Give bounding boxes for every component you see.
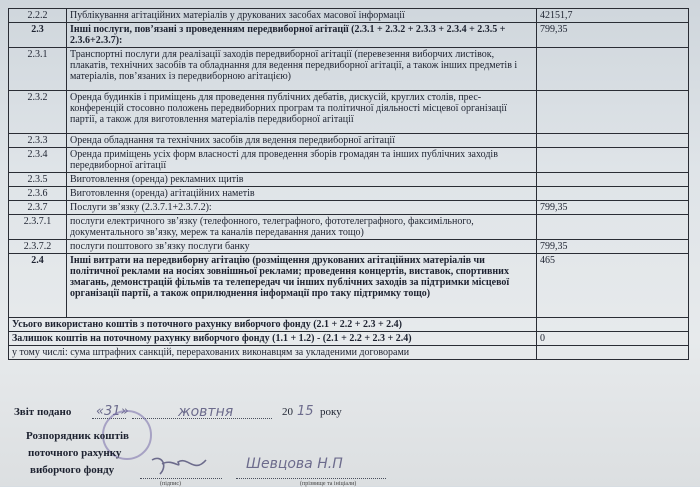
- manager-label-line3: виборчого фонду: [30, 464, 115, 476]
- row-number: 2.2.2: [9, 9, 67, 23]
- row-amount: [537, 173, 689, 187]
- fines-row-amount: [537, 346, 689, 360]
- balance-row-label: Залишок коштів на поточному рахунку виборчого фонду (1.1 + 1.2) - (2.1 + 2.2 + 2.3 + 2.4): [9, 332, 537, 346]
- row-description: Інші послуги, пов’язані з проведенням передвиборної агітації (2.3.1 + 2.3.2 + 2.3.3 + 2.3.4 + 2.3.5 + 2.3.6+2.3.7):: [67, 23, 537, 48]
- row-description: послуги електричного зв’язку (телефонного, телеграфного, фототелеграфного, факсимільного, документального зв’язку, мереж та каналів передавання даних тощо): [67, 215, 537, 240]
- row-amount: 799,35: [537, 23, 689, 48]
- year-suffix: 15: [297, 404, 314, 419]
- table-row: [9, 91, 689, 134]
- row-description: Виготовлення (оренда) агітаційних наметів: [67, 187, 537, 201]
- row-description: Оренда приміщень усіх форм власності для проведення зборів громадян та інших публічних заходів передвиборної агітації: [67, 148, 537, 173]
- row-description: Оренда обладнання та технічних засобів для ведення передвиборної агітації: [67, 134, 537, 148]
- report-footer: [0, 404, 700, 486]
- fines-row: [9, 346, 689, 360]
- expense-report-table: [8, 8, 689, 360]
- table-row: [9, 240, 689, 254]
- row-amount: [537, 91, 689, 134]
- row-amount: 799,35: [537, 240, 689, 254]
- manager-label-line2: поточного рахунку: [28, 447, 122, 459]
- table-row: [9, 23, 689, 48]
- row-number: 2.3.5: [9, 173, 67, 187]
- table-row: [9, 9, 689, 23]
- row-description: Оренда будинків і приміщень для проведення публічних дебатів, дискусій, круглих столів, прес-конференцій стосовно положень передвиборних програм та політичної діяльності місцевої організації партії, а також для виготовлення матеріалів передвиборної агітації: [67, 91, 537, 134]
- row-number: 2.3.6: [9, 187, 67, 201]
- row-number: 2.3.3: [9, 134, 67, 148]
- balance-row: [9, 332, 689, 346]
- balance-row-amount: 0: [537, 332, 689, 346]
- row-description: Публікування агітаційних матеріалів у друкованих засобах масової інформації: [67, 9, 537, 23]
- caption-name: (прізвище та ініціали): [300, 481, 357, 487]
- total-used-row-amount: [537, 318, 689, 332]
- row-number: 2.3.7.1: [9, 215, 67, 240]
- signature-line: [140, 478, 222, 479]
- report-submitted-label: Звіт подано: [14, 406, 72, 418]
- row-number: 2.3: [9, 23, 67, 48]
- month-line: [132, 418, 272, 419]
- row-number: 2.3.7: [9, 201, 67, 215]
- row-number: 2.3.7.2: [9, 240, 67, 254]
- fines-row-label: у тому числі: сума штрафних санкцій, перерахованих виконавцям за укладеними договорами: [9, 346, 537, 360]
- manager-label-line1: Розпорядник коштів: [26, 430, 129, 442]
- signature-name: Шевцова Н.П: [246, 456, 343, 472]
- row-number: 2.3.1: [9, 48, 67, 91]
- total-used-row-label: Усього використано коштів з поточного рахунку виборчого фонду (2.1 + 2.2 + 2.3 + 2.4): [9, 318, 537, 332]
- row-number: 2.4: [9, 254, 67, 318]
- row-number: 2.3.4: [9, 148, 67, 173]
- table-row: [9, 173, 689, 187]
- row-amount: [537, 148, 689, 173]
- row-description: Транспортні послуги для реалізації заходів передвиборної агітації (перевезення виборчих листівок, плакатів, технічних засобів та обладнання для ведення передвиборної агітації, а також інших предметів і матеріалів, пов’язаних із передвиборною агітацією): [67, 48, 537, 91]
- row-amount: [537, 48, 689, 91]
- name-line: [236, 478, 386, 479]
- row-amount: [537, 215, 689, 240]
- table-row: [9, 201, 689, 215]
- row-amount: 465: [537, 254, 689, 318]
- table-row: [9, 148, 689, 173]
- caption-signature: (підпис): [160, 481, 182, 487]
- table-row: [9, 215, 689, 240]
- row-amount: 799,35: [537, 201, 689, 215]
- row-description: Інші витрати на передвиборну агітацію (розміщення друкованих агітаційних матеріалів чи політичної реклами на носіях зовнішньої реклами; проведення концертів, виставок, спортивних змагань, демонстрацій фільмів та телепередач чи інших публічних заходів за підтримки місцевої організації партії, а також оприлюднення інформації про таку підтримку тощо): [67, 254, 537, 318]
- row-amount: 42151,7: [537, 9, 689, 23]
- year-word: року: [320, 406, 342, 418]
- table-row: [9, 48, 689, 91]
- table-row: [9, 134, 689, 148]
- total-used-row: [9, 318, 689, 332]
- row-description: послуги поштового зв’язку послуги банку: [67, 240, 537, 254]
- table-row: [9, 187, 689, 201]
- report-month: жовтня: [178, 404, 234, 420]
- year-prefix: 20: [282, 406, 293, 418]
- row-description: Виготовлення (оренда) рекламних щитів: [67, 173, 537, 187]
- row-number: 2.3.2: [9, 91, 67, 134]
- report-day: «31»: [96, 404, 129, 419]
- table-row: [9, 254, 689, 318]
- row-description: Послуги зв’язку (2.3.7.1+2.3.7.2):: [67, 201, 537, 215]
- row-amount: [537, 187, 689, 201]
- row-amount: [537, 134, 689, 148]
